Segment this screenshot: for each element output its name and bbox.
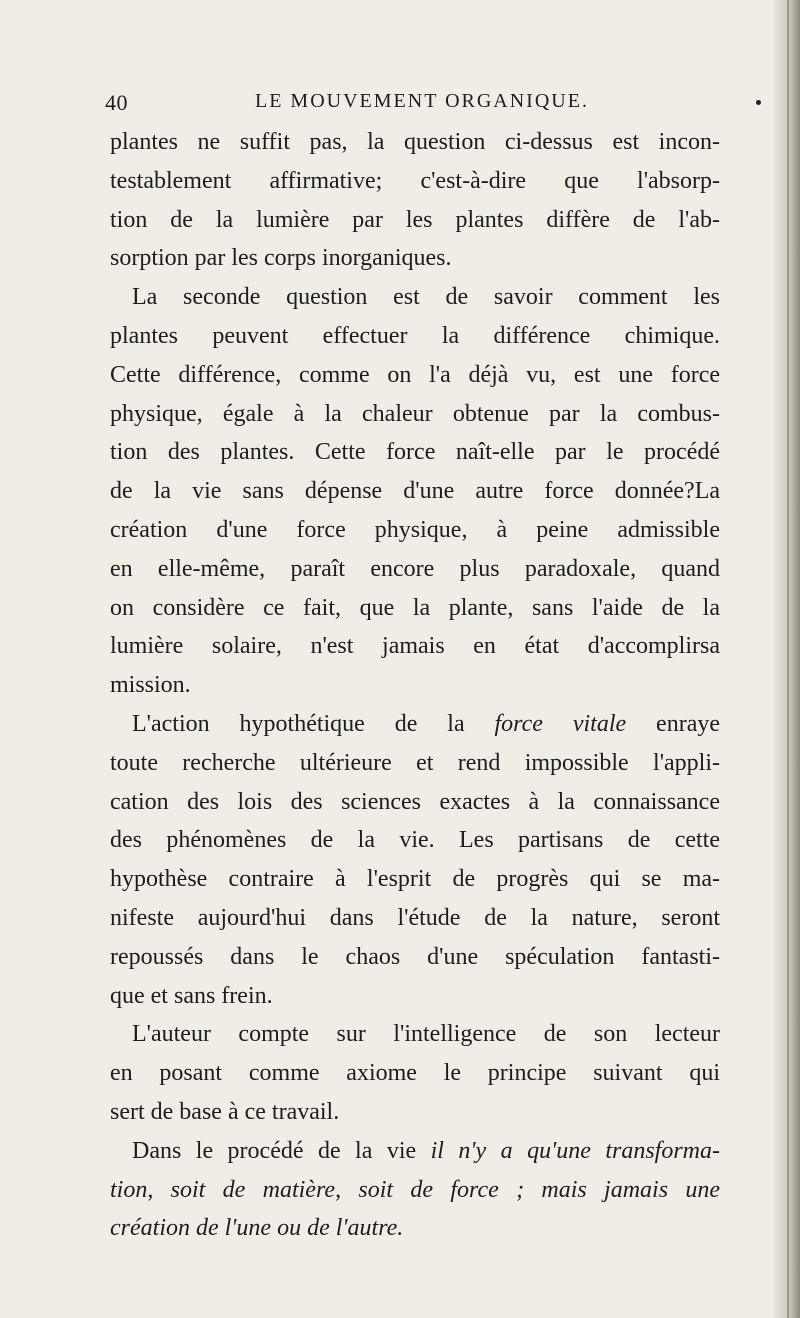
page-number: 40 bbox=[105, 90, 128, 115]
text-line: repoussés dans le chaos d'une spéculation fantasti- bbox=[110, 943, 720, 970]
text-span: , bbox=[147, 1176, 171, 1203]
italic-span: soit de force ; mais jamais une bbox=[358, 1176, 721, 1203]
text-line: L'auteur compte sur l'intelligence de son lecteur bbox=[132, 1021, 720, 1048]
text-line: nifeste aujourd'hui dans l'étude de la nature, seront bbox=[110, 904, 720, 931]
text-line bbox=[110, 1132, 720, 1171]
text-line: lumière solaire, n'est jamais en état d'accomplirsa bbox=[110, 633, 720, 660]
page-header bbox=[105, 90, 765, 120]
text-line: La seconde question est de savoir comment les bbox=[132, 284, 720, 311]
text-span: , bbox=[335, 1176, 359, 1203]
text-line: plantes ne suffit pas, la question ci-dessus est incon- bbox=[110, 129, 720, 155]
text-line: cation des lois des sciences exactes à la connaissance bbox=[110, 788, 720, 815]
text-line: en elle-même, paraît encore plus paradoxale, quand bbox=[110, 555, 720, 582]
italic-span: il n'y a qu'une transforma- bbox=[430, 1137, 721, 1164]
text-line: tion de la lumière par les plantes diffère de l'ab- bbox=[110, 206, 720, 233]
text-line: de la vie sans dépense d'une autre force donnée?La bbox=[110, 478, 720, 505]
italic-span: force vitale bbox=[494, 710, 627, 737]
text-span: Dans le procédé de la vie bbox=[132, 1137, 431, 1164]
text-line: physique, égale à la chaleur obtenue par la combus- bbox=[110, 400, 720, 427]
text-line: que et sans frein. bbox=[110, 982, 273, 1009]
text-line: tion des plantes. Cette force naît-elle par le procédé bbox=[110, 439, 720, 466]
text-span: enraye bbox=[626, 710, 721, 737]
text-line: des phénomènes de la vie. Les partisans de cette bbox=[110, 827, 720, 854]
text-line: toute recherche ultérieure et rend impossible l'appli- bbox=[110, 749, 720, 776]
text-span: L'action hypothétique de la bbox=[132, 710, 495, 737]
margin-dot bbox=[756, 100, 761, 105]
text-line bbox=[110, 1171, 720, 1210]
running-title: LE MOUVEMENT ORGANIQUE. bbox=[255, 90, 589, 112]
text-line: création d'une force physique, à peine admissible bbox=[110, 516, 720, 543]
body-text bbox=[110, 123, 720, 1248]
text-line: testablement affirmative; c'est-à-dire que l'absorp- bbox=[110, 167, 720, 194]
text-line: Cette différence, comme on l'a déjà vu, est une force bbox=[110, 361, 720, 388]
text-line: création de l'une ou de l'autre. bbox=[110, 1215, 404, 1242]
text-line: sert de base à ce travail. bbox=[110, 1098, 340, 1125]
text-line bbox=[110, 705, 720, 744]
italic-span: tion bbox=[110, 1176, 148, 1203]
text-line: mission. bbox=[110, 672, 191, 699]
text-line: sorption par les corps inorganiques. bbox=[110, 245, 452, 272]
text-line: hypothèse contraire à l'esprit de progrès qui se ma- bbox=[110, 866, 720, 893]
page-edge-line bbox=[787, 0, 789, 1318]
text-line: en posant comme axiome le principe suivant qui bbox=[110, 1060, 720, 1087]
italic-span: soit de matière bbox=[170, 1176, 336, 1203]
text-line: on considère ce fait, que la plante, sans l'aide de la bbox=[110, 594, 720, 621]
text-line: plantes peuvent effectuer la différence chimique. bbox=[110, 322, 720, 349]
